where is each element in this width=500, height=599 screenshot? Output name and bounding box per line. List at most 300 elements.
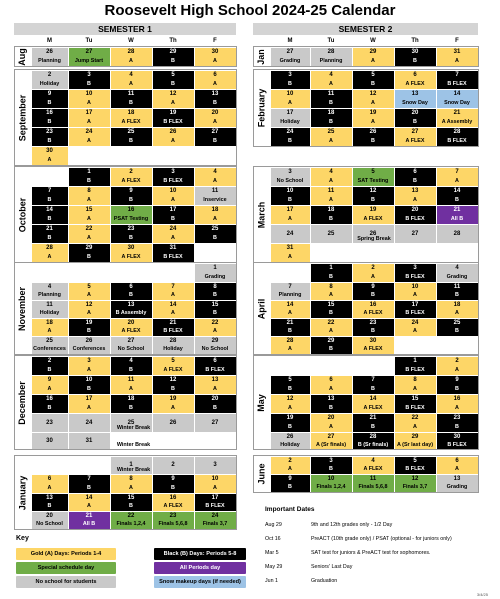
day-number: 22 (211, 319, 219, 326)
day-label: B FLEX (163, 254, 183, 260)
day-cell (32, 337, 68, 354)
month-name: December (17, 380, 27, 425)
day-cell (32, 187, 68, 205)
day-number: 31 (286, 245, 294, 251)
day-number: 1 (329, 265, 333, 271)
day-cell (437, 90, 478, 108)
day-cell (353, 395, 394, 413)
day-number: 23 (46, 129, 53, 135)
day-number: 11 (46, 301, 53, 308)
day-cell (271, 187, 310, 205)
day-label: Finals 1,2,4 (316, 484, 346, 491)
day-number: 13 (127, 301, 135, 308)
day-cell (311, 433, 352, 449)
day-number: 27 (211, 419, 219, 426)
day-label: A (455, 405, 459, 411)
day-label: A (288, 405, 292, 411)
day-cell (271, 283, 310, 300)
day-label: A (455, 310, 459, 317)
day-cell (395, 376, 436, 394)
day-cell (32, 283, 68, 300)
day-cell (111, 475, 152, 493)
day-label: B (329, 346, 333, 353)
day-cell (32, 414, 68, 432)
day-cell (311, 264, 352, 282)
day-number: 3 (329, 457, 333, 464)
day-number: 31 (85, 437, 93, 444)
break-banner: Winter Break (116, 424, 151, 431)
day-number: 17 (169, 207, 177, 213)
day-label: A (413, 424, 417, 430)
day-number: 16 (46, 396, 53, 402)
day-number: 2 (371, 265, 375, 271)
day-label: A (Sr last day) (396, 441, 434, 448)
day-cell (437, 357, 478, 375)
day-number: 12 (169, 91, 177, 97)
day-cell (271, 433, 310, 449)
day-number: 11 (327, 91, 335, 97)
day-label: Grading (446, 484, 468, 491)
day-number: 6 (329, 377, 333, 383)
weekday-header: W (370, 38, 376, 44)
day-cell (69, 319, 110, 336)
day-number: 26 (369, 129, 377, 135)
day-cell (395, 319, 436, 336)
month-name: Aug (17, 47, 27, 66)
day-number: 27 (411, 230, 419, 237)
day-number: 2 (455, 358, 459, 364)
day-label: B (47, 405, 52, 411)
day-cell (195, 319, 236, 336)
day-number: 26 (169, 419, 177, 426)
day-number: 30 (453, 433, 461, 440)
day-label: B (47, 216, 52, 222)
day-label: All B (450, 216, 464, 222)
weekday-header: M (47, 38, 52, 44)
important-date: May 29 (265, 564, 283, 570)
day-number: 12 (169, 377, 177, 383)
day-label: B (87, 254, 91, 260)
day-number: 3 (213, 462, 217, 468)
day-label: A FLEX (363, 310, 383, 317)
day-label: B (413, 119, 417, 125)
day-number: 14 (453, 188, 461, 194)
day-label: A (171, 310, 175, 317)
day-cell (311, 48, 352, 66)
day-number: 27 (411, 129, 419, 135)
day-number: 24 (286, 230, 294, 237)
day-number: 11 (369, 475, 377, 482)
day-cell (32, 376, 68, 394)
day-label: PSAT Testing (113, 216, 149, 222)
day-label: B (171, 216, 175, 222)
day-label: A Assembly (441, 119, 473, 125)
day-cell (69, 109, 110, 127)
day-number: 13 (411, 188, 419, 194)
day-number: 2 (129, 169, 133, 175)
day-cell (271, 395, 310, 413)
day-label: A (87, 405, 91, 411)
day-cell (271, 337, 310, 354)
day-label: B (329, 310, 333, 317)
day-cell (195, 128, 236, 146)
day-cell (111, 357, 152, 375)
day-cell (271, 319, 310, 336)
day-number: 25 (327, 230, 335, 237)
day-number: 9 (455, 377, 459, 383)
day-label: Planning (38, 292, 61, 299)
day-number: 19 (169, 396, 177, 402)
day-cell (353, 90, 394, 108)
important-date-text: SAT test for juniors & PreACT test for sophomores. (311, 550, 431, 556)
day-cell (111, 71, 152, 89)
day-cell (32, 357, 68, 375)
day-label: A (329, 328, 333, 335)
day-cell (153, 494, 194, 511)
day-number: 13 (453, 475, 461, 482)
day-number: 6 (413, 72, 417, 78)
day-number: 23 (127, 226, 135, 232)
day-number: 17 (211, 494, 219, 501)
day-label: B (47, 100, 52, 106)
day-cell (195, 357, 236, 375)
day-label: B (213, 100, 217, 106)
day-cell (69, 494, 110, 511)
day-label: A (87, 292, 91, 299)
day-number: 23 (169, 512, 177, 519)
day-label: B (413, 58, 417, 64)
day-number: 14 (169, 301, 177, 308)
day-number: 30 (211, 49, 219, 55)
day-cell (353, 337, 394, 354)
day-number: 4 (371, 457, 375, 464)
day-number: 4 (129, 358, 133, 364)
key-item: No school for students (16, 576, 116, 588)
day-number: 5 (171, 72, 175, 78)
day-cell (311, 128, 352, 146)
day-number: 12 (369, 91, 377, 97)
day-label: A (47, 157, 52, 163)
day-cell (311, 206, 352, 224)
day-label: B FLEX (405, 310, 425, 317)
day-label: A (455, 58, 459, 64)
day-number: 5 (87, 283, 91, 290)
day-label: B (455, 386, 459, 392)
day-cell (311, 457, 352, 474)
weekday-header: F (213, 38, 217, 44)
day-cell (271, 109, 310, 127)
day-number: 20 (327, 415, 335, 421)
day-cell (311, 109, 352, 127)
day-cell (195, 109, 236, 127)
day-cell (395, 301, 436, 318)
day-label: B (371, 138, 375, 144)
day-label: A (455, 466, 459, 473)
day-cell (311, 395, 352, 413)
day-number: 26 (46, 49, 53, 55)
day-number: 10 (85, 91, 93, 97)
day-number: 8 (413, 377, 417, 383)
day-label: A (213, 485, 217, 491)
day-label: B (371, 292, 375, 299)
day-label: A FLEX (163, 367, 183, 373)
day-label: B FLEX (405, 367, 425, 373)
day-number: 19 (369, 110, 377, 116)
day-number: 7 (371, 377, 375, 383)
day-label: B (213, 235, 217, 241)
day-number: 8 (87, 188, 91, 194)
day-number: 8 (129, 476, 133, 482)
day-number: 3 (288, 72, 292, 78)
day-cell (353, 376, 394, 394)
day-label: B (288, 81, 292, 87)
day-number: 28 (453, 129, 461, 135)
day-label: A (288, 100, 292, 106)
day-label: A (87, 138, 91, 144)
day-number: 27 (211, 129, 219, 135)
day-cell (69, 90, 110, 108)
day-number: 3 (87, 358, 91, 364)
day-label: No School (201, 346, 229, 353)
day-number: 3 (413, 265, 417, 271)
month-name: June (256, 463, 267, 485)
day-number: 4 (47, 283, 52, 290)
day-label: B (129, 292, 133, 299)
day-label: A (171, 138, 175, 144)
day-label: B (Sr finals) (357, 441, 389, 448)
day-number: 9 (47, 91, 52, 97)
day-cell (353, 128, 394, 146)
day-number: 20 (46, 512, 53, 519)
day-cell (32, 206, 68, 224)
day-cell (69, 395, 110, 413)
day-cell (32, 128, 68, 146)
day-label: A (213, 216, 217, 222)
day-label: A (129, 81, 133, 87)
day-cell (437, 128, 478, 146)
day-cell (153, 376, 194, 394)
day-number: 1 (87, 169, 91, 175)
day-cell (153, 187, 194, 205)
day-number: 10 (169, 188, 177, 194)
day-cell (195, 187, 236, 205)
day-number: 3 (171, 169, 175, 175)
day-cell (353, 168, 394, 186)
day-cell (395, 206, 436, 224)
weekday-header: Th (411, 38, 419, 44)
day-number: 6 (213, 72, 217, 78)
day-label: A (288, 466, 292, 473)
break-banner: Spring Break (357, 235, 391, 242)
day-number: 21 (85, 512, 93, 519)
day-label: B FLEX (447, 441, 467, 448)
weekday-header: Th (169, 38, 177, 44)
day-cell (271, 244, 310, 262)
day-cell (69, 376, 110, 394)
day-label: B (288, 386, 292, 392)
day-cell (195, 71, 236, 89)
day-label: A (329, 178, 333, 184)
day-number: 18 (127, 396, 135, 402)
day-label: B FLEX (205, 503, 225, 510)
day-cell (395, 357, 436, 375)
month-name: October (17, 197, 28, 232)
day-cell (353, 433, 394, 449)
day-cell (69, 187, 110, 205)
day-label: B (87, 386, 91, 392)
day-label: B (288, 328, 292, 335)
day-label: Holiday (163, 346, 183, 353)
day-number: 7 (87, 476, 91, 482)
day-cell (111, 337, 152, 354)
day-label: A (413, 197, 417, 203)
day-number: 2 (47, 72, 52, 78)
day-number: 20 (211, 110, 219, 116)
day-cell (69, 48, 110, 66)
day-cell (271, 90, 310, 108)
day-cell (437, 475, 478, 492)
day-number: 12 (411, 475, 419, 482)
day-cell (195, 206, 236, 224)
day-cell (195, 512, 236, 529)
day-cell (153, 225, 194, 243)
day-number: 24 (286, 129, 294, 135)
day-number: 14 (46, 207, 53, 213)
day-label: B FLEX (163, 178, 183, 184)
day-number: 3 (87, 72, 91, 78)
day-number: 16 (369, 301, 377, 308)
important-date-row (265, 578, 337, 585)
day-number: 29 (169, 49, 177, 55)
day-cell (437, 283, 478, 300)
day-cell (271, 48, 310, 66)
day-label: B (87, 81, 91, 87)
day-label: A (129, 386, 133, 392)
day-number: 29 (85, 245, 93, 251)
day-label: Conferences (33, 346, 66, 353)
day-label: A (87, 235, 91, 241)
weekday-header: M (287, 38, 293, 44)
important-date: Aug 29 (265, 522, 282, 528)
day-cell (271, 128, 310, 146)
day-label: B (413, 178, 417, 184)
day-cell (32, 475, 68, 493)
day-number: 16 (46, 110, 53, 116)
day-cell (195, 395, 236, 413)
day-cell (437, 301, 478, 318)
day-label: A FLEX (121, 119, 141, 125)
day-number: 28 (169, 337, 177, 344)
day-label: A (329, 81, 333, 87)
day-number: 30 (369, 337, 377, 344)
day-number: 11 (453, 283, 461, 290)
day-cell (311, 319, 352, 336)
day-cell (153, 244, 194, 262)
day-cell (195, 475, 236, 493)
day-label: A (371, 100, 375, 106)
day-number: 28 (46, 245, 53, 251)
day-number: 25 (211, 226, 219, 232)
important-date-text: 9th and 12th grades only - 1/2 Day (311, 522, 393, 528)
day-number: 4 (329, 72, 333, 78)
day-number: 9 (47, 377, 52, 383)
day-cell (111, 376, 152, 394)
day-number: 23 (369, 319, 377, 326)
day-number: 21 (453, 110, 461, 116)
day-number: 26 (369, 230, 377, 237)
day-cell (195, 264, 236, 282)
day-cell (311, 71, 352, 89)
day-number: 7 (47, 188, 52, 194)
day-cell (311, 187, 352, 205)
day-label: B FLEX (405, 274, 425, 280)
day-number: 7 (455, 169, 459, 175)
day-number: 1 (413, 358, 417, 364)
day-cell (195, 168, 236, 186)
day-label: B (288, 424, 292, 430)
day-number: 17 (85, 110, 93, 116)
day-cell (353, 319, 394, 336)
day-label: B (47, 503, 52, 510)
day-number: 29 (211, 337, 219, 344)
day-label: B (87, 328, 91, 335)
day-label: B (87, 178, 91, 184)
day-cell (153, 206, 194, 224)
day-cell (111, 512, 152, 529)
day-cell (69, 512, 110, 529)
day-cell (395, 168, 436, 186)
day-number: 13 (46, 494, 53, 501)
day-cell (395, 128, 436, 146)
day-number: 28 (369, 433, 377, 440)
day-number: 18 (453, 301, 461, 308)
day-label: B FLEX (205, 367, 225, 373)
day-number: 18 (46, 319, 53, 326)
day-label: A (329, 292, 333, 299)
semester-header-2: SEMESTER 2 (253, 23, 478, 35)
day-label: B (47, 119, 52, 125)
day-number: 2 (171, 462, 175, 468)
key-item: Gold (A) Days: Periods 1-4 (16, 548, 116, 560)
day-number: 10 (211, 476, 219, 482)
day-cell (353, 264, 394, 282)
day-number: 4 (129, 72, 133, 78)
day-label: Holiday (280, 119, 300, 125)
important-date: Mar 5 (265, 550, 279, 556)
day-label: B FLEX (447, 81, 467, 87)
day-cell (353, 457, 394, 474)
day-number: 16 (453, 396, 461, 402)
day-number: 2 (47, 358, 52, 364)
day-cell (69, 301, 110, 318)
day-number: 13 (211, 377, 219, 383)
day-label: A (213, 178, 217, 184)
day-cell (153, 319, 194, 336)
day-cell (271, 414, 310, 432)
day-number: 22 (127, 512, 135, 519)
day-label: A (213, 58, 217, 64)
key-item: Special schedule day (16, 562, 116, 574)
day-label: A (371, 119, 375, 125)
day-cell (437, 206, 478, 224)
day-number: 19 (169, 110, 177, 116)
day-number: 21 (169, 319, 177, 326)
day-cell (195, 225, 236, 243)
month-name: May (256, 393, 267, 412)
day-label: B (129, 138, 133, 144)
day-cell (195, 494, 236, 511)
important-date-text: Graduation (311, 578, 338, 584)
